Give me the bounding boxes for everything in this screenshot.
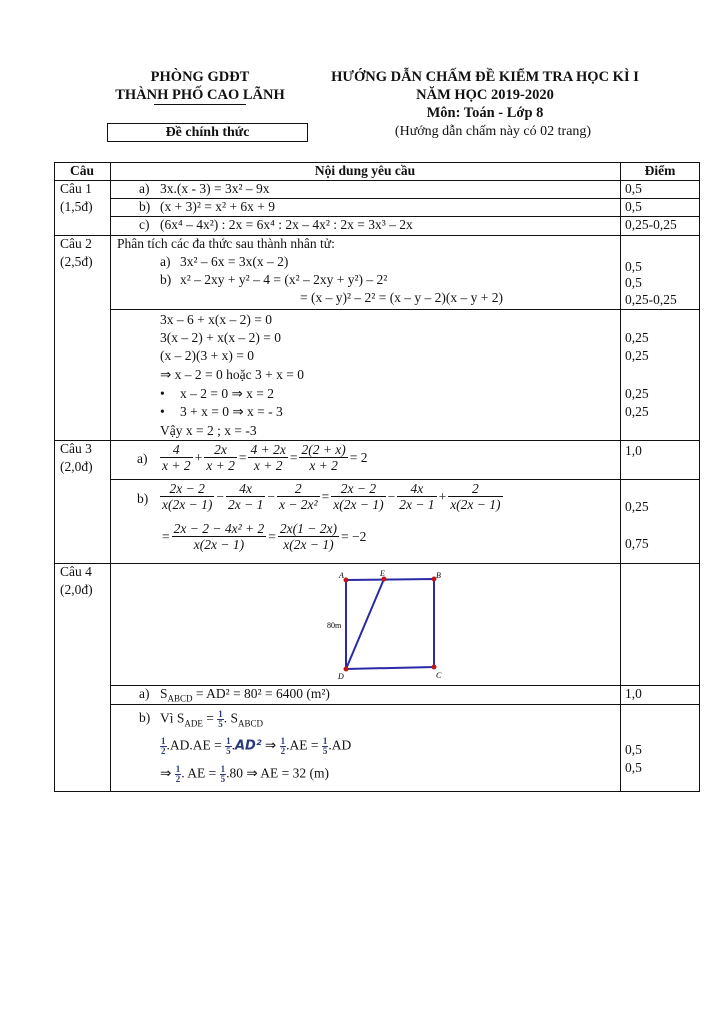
table-row-line (110, 309, 700, 310)
q2-b-prefix: b) (160, 272, 172, 287)
q2-c-bullet-item (160, 404, 283, 420)
q1-b-score: 0,5 (625, 199, 642, 214)
table-row-line (110, 704, 700, 705)
fraction: $\frac{4x}{2x - 1}$ (227, 481, 264, 512)
q4-a-prefix: a) (139, 686, 150, 701)
fraction: $\frac{1}{2}$ (161, 736, 166, 756)
label-e: E (380, 569, 385, 578)
table-row-line (110, 479, 700, 480)
fraction: $\frac{4}{x + 2}$ (162, 442, 191, 473)
q3-points: (2,0đ) (60, 459, 93, 474)
bullet-icon: • (160, 386, 165, 401)
q1-a-score: 0,5 (625, 181, 642, 196)
q3-b-result: = −2 (340, 528, 367, 544)
table-border-bottom (54, 791, 700, 792)
fraction: $\frac{2}{x(2x - 1)}$ (450, 481, 501, 512)
official-label: Đề chính thức (107, 123, 308, 142)
fraction: $\frac{1}{2}$ (175, 764, 181, 784)
department-name: PHÒNG GDĐT (150, 69, 250, 85)
q2-points: (2,5đ) (60, 254, 93, 269)
page-note: (Hướng dẫn chấm này có 02 trang) (394, 124, 592, 139)
q3-a-result: = 2 (349, 449, 368, 465)
point-c (432, 665, 437, 670)
q4-a-text: $S_{ABCD} = AD^2 = 80^2 = 6400$ (m²) (160, 686, 330, 704)
city-name: THÀNH PHỐ CAO LÃNH (115, 87, 285, 103)
q1-c-text: (6x⁴ – 4x²) : 2x = 6x⁴ : 2x – 4x² : 2x = 3x³ – 2x (160, 217, 413, 232)
q2-a-prefix: a) (160, 254, 171, 269)
q2-c-line: 3(x – 2) + x(x – 2) = 0 (160, 330, 281, 345)
header-left (100, 68, 300, 105)
q3-b-prefix: b) (137, 491, 149, 506)
q4-b-score2: 0,5 (625, 760, 642, 775)
segment-de (346, 579, 384, 669)
fraction: $\frac{2}{\text{x − 2x²}}$ (278, 481, 318, 512)
q2-c-score: 0,25 (625, 348, 649, 363)
table-col-line (110, 162, 111, 792)
q1-a-prefix: a) (139, 181, 150, 196)
school-year: NĂM HỌC 2019-2020 (416, 87, 554, 103)
fraction: $\frac{1}{2}$ (280, 736, 286, 756)
table-row-line (54, 563, 700, 564)
q1-b-text: (x + 3)² = x² + 6x + 9 (160, 199, 276, 214)
fraction: $\frac{1}{5}$ (220, 764, 226, 784)
q2-c-line: Vậy x = 2 ; x = -3 (160, 423, 257, 438)
q2-c-bullet-item (160, 386, 274, 402)
fraction: $\frac{1}{5}$ (226, 736, 231, 756)
header-underline (154, 104, 246, 105)
q4-b-line3: ⇒ $\frac{1}{2}$ . AE = $\frac{1}{5}$ .80 ⇒ AE = 32 (m) (160, 764, 329, 784)
q3-a-expression: $\frac{4}{x + 2}$ + $\frac{2x}{x + 2}$ = $\frac{4 + 2x}{x + 2}$ = $\frac{2(2 + x)}{x + 2}$ = 2 (162, 442, 368, 473)
q1-b-prefix: b) (139, 199, 151, 214)
label-c: C (436, 671, 442, 680)
q3-b-expression2: = $\frac{\text{2x − 2 − 4x² + 2}}{x(2x - 1)}$ = $\frac{2x(1 - 2x)}{x(2x - 1)}$ = −2 (162, 521, 367, 552)
table-row-line (54, 440, 700, 441)
table-row-line (54, 180, 700, 181)
document-title: HƯỚNG DẪN CHẤM ĐỀ KIỂM TRA HỌC KÌ I (331, 69, 639, 85)
fraction: $\frac{\text{2x − 2 − 4x² + 2}}{x(2x - 1)}$ (173, 521, 265, 552)
table-col-line (620, 162, 621, 792)
point-a (344, 578, 349, 583)
fraction: $\frac{2x - 2}{x(2x - 1)}$ (162, 481, 213, 512)
q2-c-score: 0,25 (625, 404, 649, 419)
q3-b-expression1: $\frac{2x - 2}{x(2x - 1)}$ − $\frac{4x}{2x - 1}$ − $\frac{2}{\text{x − 2x²}}$ = $\frac{2x - 2}{x(2x - 1)}$ − $\frac{4x}{2x - 1}$ + $\frac{2}{x(2x - 1)}$ (162, 481, 501, 512)
q4-b-score1: 0,5 (625, 742, 642, 757)
q2-b-score2: 0,25-0,25 (625, 292, 677, 307)
fraction: $\frac{4 + 2x}{x + 2}$ (250, 442, 286, 473)
q2-c-line: x – 2 = 0 ⇒ x = 2 (180, 386, 275, 401)
q2-c-line: (x – 2)(3 + x) = 0 (160, 348, 254, 363)
q2-c-score: 0,25 (625, 330, 649, 345)
fraction: $\frac{4x}{2x - 1}$ (399, 481, 435, 512)
q2-b-line1: x² – 2xy + y² – 4 = (x² – 2xy + y²) – 2² (180, 272, 388, 287)
q3-a-prefix: a) (137, 451, 148, 466)
square-figure (324, 566, 454, 684)
q3-b-score1: 0,25 (625, 499, 649, 514)
q2-a-text: 3x² – 6x = 3x(x – 2) (180, 254, 289, 269)
q4-b-prefix: b) (139, 710, 151, 725)
q3-a-score: 1,0 (625, 443, 642, 458)
square-abcd (346, 579, 434, 669)
subject-grade: Môn: Toán - Lớp 8 (426, 105, 544, 121)
q1-label: Câu 1 (60, 181, 92, 196)
grading-table (54, 162, 700, 792)
q1-c-prefix: c) (139, 217, 150, 232)
q3-label: Câu 3 (60, 441, 92, 456)
fraction: $\frac{2x}{x + 2}$ (206, 442, 235, 473)
q1-a-text: 3x.(x - 3) = 3x² – 9x (160, 181, 270, 196)
q4-a-score: 1,0 (625, 686, 642, 701)
q2-label: Câu 2 (60, 236, 92, 251)
col-header-content: Nội dung yêu cầu (314, 163, 416, 178)
table-border-left (54, 162, 55, 792)
label-a: A (339, 571, 344, 580)
q4-label: Câu 4 (60, 564, 92, 579)
label-b: B (436, 571, 441, 580)
table-border-right (699, 162, 700, 792)
q1-points: (1,5đ) (60, 199, 93, 214)
q3-b-score2: 0,75 (625, 536, 649, 551)
col-header-score: Điểm (644, 163, 676, 178)
label-d: D (338, 672, 344, 681)
q2-b-score1: 0,5 (625, 275, 642, 290)
col-header-question: Câu (69, 163, 94, 178)
q2-a-score: 0,5 (625, 259, 642, 274)
q2-b-line2: = (x – y)² – 2² = (x – y – 2)(x – y + 2) (300, 290, 504, 305)
fraction: $\frac{2x - 2}{x(2x - 1)}$ (333, 481, 384, 512)
label-side: 80m (327, 621, 342, 630)
fraction: $\frac{1}{5}$ (218, 709, 223, 729)
q1-c-score: 0,25-0,25 (625, 217, 677, 232)
q4-points: (2,0đ) (60, 582, 93, 597)
q2-c-line: ⇒ x – 2 = 0 hoặc 3 + x = 0 (160, 367, 305, 382)
bullet-icon: • (160, 404, 165, 419)
q2-c-line: 3x – 6 + x(x – 2) = 0 (160, 312, 272, 327)
fraction: $\frac{2(2 + x)}{x + 2}$ (301, 442, 346, 473)
q4-b-line1: Vì $S_{ADE}$ = $\frac{1}{5}$ . $S_{ABCD}$ (160, 709, 264, 729)
q4-b-line2: $\frac{1}{2}$ .AD.AE = $\frac{1}{5}$ .AD² ⇒ $\frac{1}{2}$ .AE = $\frac{1}{5}$ .AD (161, 736, 352, 756)
fraction: $\frac{1}{5}$ (322, 736, 328, 756)
point-d (344, 667, 349, 672)
header-right (300, 68, 670, 122)
q2-c-score: 0,25 (625, 386, 649, 401)
q2-c-line: 3 + x = 0 ⇒ x = - 3 (180, 404, 283, 419)
q2-intro: Phân tích các đa thức sau thành nhân tử: (117, 236, 335, 251)
fraction: $\frac{2x(1 - 2x)}{x(2x - 1)}$ (279, 521, 337, 552)
